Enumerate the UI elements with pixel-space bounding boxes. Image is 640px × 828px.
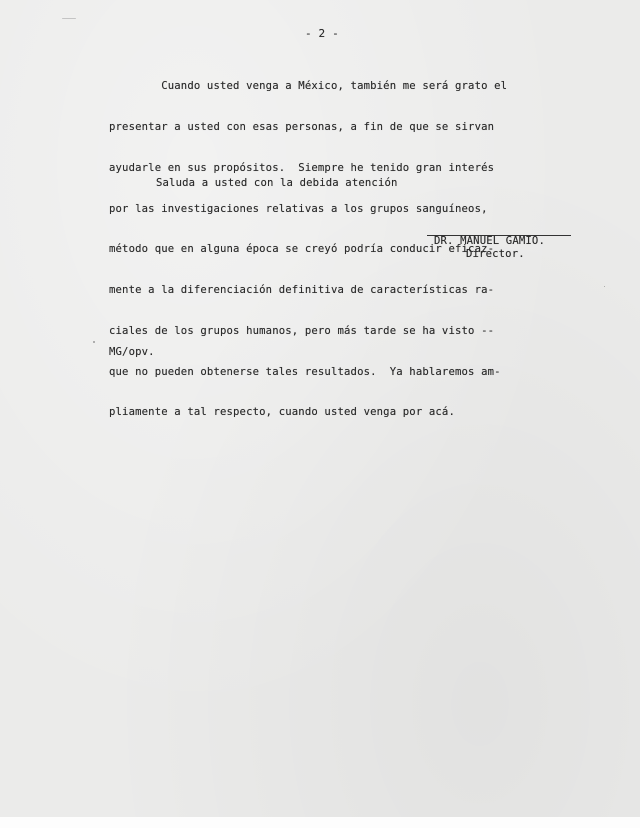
paper-speck [62, 18, 76, 19]
paper-speck [604, 286, 605, 287]
body-paragraph [109, 53, 507, 447]
body-line: presentar a usted con esas personas, a fin de que se sirvan [109, 120, 495, 133]
body-line: método que en alguna época se creyó podría conducir eficaz- [109, 243, 495, 256]
page-number: - 2 - [305, 27, 339, 40]
body-line: Cuando usted venga a México, también me será grato el [109, 80, 508, 93]
body-line: por las investigaciones relativas a los grupos sanguíneos, [109, 202, 488, 215]
body-line: ciales de los grupos humanos, pero más tarde se ha visto -- [109, 324, 495, 337]
body-line: mente a la diferenciación definitiva de características ra- [109, 284, 495, 297]
scan-bottom-edge [0, 817, 640, 828]
closing-line: Saluda a usted con la debida atención [156, 177, 398, 189]
signature-title: Director. [466, 248, 525, 260]
signature-name: DR. MANUEL GAMIO. [434, 235, 545, 247]
body-line: pliamente a tal respecto, cuando usted venga por acá. [109, 406, 455, 419]
body-line: que no pueden obtenerse tales resultados. Ya hablaremos am- [109, 365, 501, 378]
body-line: ayudarle en sus propósitos. Siempre he tenido gran interés [109, 161, 495, 174]
paper-speck [93, 341, 95, 343]
reference-initials: MG/opv. [109, 346, 155, 358]
